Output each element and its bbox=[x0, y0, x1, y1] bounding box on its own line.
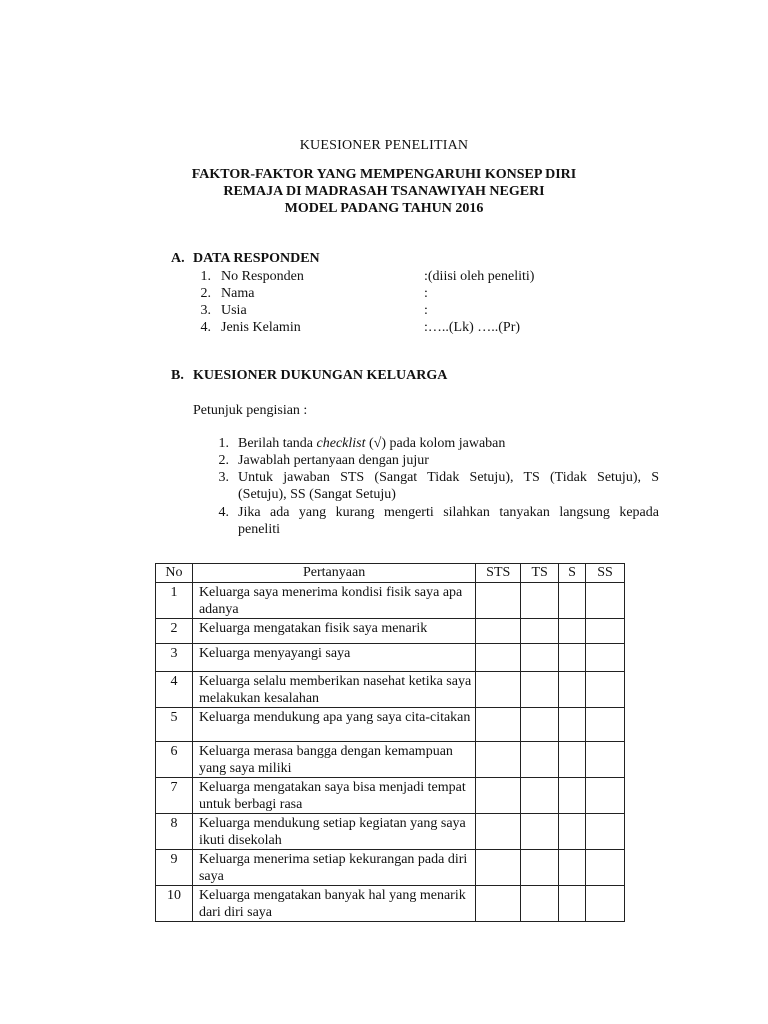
table-row bbox=[156, 814, 625, 850]
answer-cell-ts[interactable] bbox=[521, 644, 559, 672]
row-number: 5 bbox=[156, 708, 193, 742]
row-number: 9 bbox=[156, 850, 193, 886]
document-subtitle-line-2: REMAJA DI MADRASAH TSANAWIYAH NEGERI bbox=[223, 184, 545, 199]
instruction-number: 2. bbox=[218, 453, 229, 468]
section-b-title: KUESIONER DUKUNGAN KELUARGA bbox=[193, 368, 448, 383]
header-ts: TS bbox=[521, 564, 559, 583]
respondent-row-label: Nama bbox=[221, 286, 255, 301]
respondent-row-label: No Responden bbox=[221, 269, 304, 284]
instruction-text-line-1: Untuk jawaban STS (Sangat Tidak Setuju), TS (Tidak Setuju), S bbox=[238, 470, 659, 485]
answer-cell-ss[interactable] bbox=[586, 778, 625, 814]
document-subtitle-line-1: FAKTOR-FAKTOR YANG MEMPENGARUHI KONSEP DIRI bbox=[191, 167, 577, 182]
document-title: KUESIONER PENELITIAN bbox=[299, 138, 469, 153]
respondent-row-number: 2. bbox=[200, 286, 211, 301]
row-number: 7 bbox=[156, 778, 193, 814]
header-no: No bbox=[156, 564, 193, 583]
answer-cell-s[interactable] bbox=[559, 644, 586, 672]
answer-cell-sts[interactable] bbox=[476, 619, 521, 644]
answer-cell-s[interactable] bbox=[559, 619, 586, 644]
row-question: Keluarga mengatakan saya bisa menjadi tempat untuk berbagi rasa bbox=[192, 778, 475, 814]
answer-cell-ts[interactable] bbox=[521, 708, 559, 742]
answer-cell-sts[interactable] bbox=[476, 583, 521, 619]
instruction-text: Jawablah pertanyaan dengan jujur bbox=[238, 453, 429, 468]
table-row bbox=[156, 742, 625, 778]
questionnaire-table bbox=[155, 563, 625, 922]
table-row bbox=[156, 886, 625, 922]
row-question: Keluarga mengatakan banyak hal yang menarik dari diri saya bbox=[192, 886, 475, 922]
answer-cell-sts[interactable] bbox=[476, 814, 521, 850]
instruction-number: 1. bbox=[218, 436, 229, 451]
answer-cell-s[interactable] bbox=[559, 850, 586, 886]
table-row bbox=[156, 850, 625, 886]
instruction-text-line-2: peneliti bbox=[238, 522, 280, 537]
instructions-heading: Petunjuk pengisian : bbox=[193, 403, 308, 418]
row-number: 2 bbox=[156, 619, 193, 644]
row-question: Keluarga menerima setiap kekurangan pada diri saya bbox=[192, 850, 475, 886]
row-question: Keluarga mendukung apa yang saya cita-citakan bbox=[192, 708, 475, 742]
answer-cell-s[interactable] bbox=[559, 778, 586, 814]
section-a-letter: A. bbox=[171, 251, 185, 266]
header-ss: SS bbox=[586, 564, 625, 583]
answer-cell-s[interactable] bbox=[559, 672, 586, 708]
respondent-row-number: 4. bbox=[200, 320, 211, 335]
respondent-row-value: :(diisi oleh peneliti) bbox=[424, 269, 535, 284]
answer-cell-ss[interactable] bbox=[586, 583, 625, 619]
answer-cell-ss[interactable] bbox=[586, 886, 625, 922]
instruction-item bbox=[238, 435, 505, 452]
answer-cell-sts[interactable] bbox=[476, 778, 521, 814]
answer-cell-sts[interactable] bbox=[476, 644, 521, 672]
respondent-row-label: Jenis Kelamin bbox=[221, 320, 301, 335]
answer-cell-ss[interactable] bbox=[586, 742, 625, 778]
answer-cell-ts[interactable] bbox=[521, 619, 559, 644]
answer-cell-sts[interactable] bbox=[476, 742, 521, 778]
respondent-row-value: : bbox=[424, 286, 428, 301]
instruction-number: 3. bbox=[218, 470, 229, 485]
answer-cell-ts[interactable] bbox=[521, 583, 559, 619]
row-question: Keluarga menyayangi saya bbox=[192, 644, 475, 672]
answer-cell-ts[interactable] bbox=[521, 886, 559, 922]
instruction-number: 4. bbox=[218, 505, 229, 520]
respondent-row-value: : bbox=[424, 303, 428, 318]
respondent-row-number: 1. bbox=[200, 269, 211, 284]
table-row bbox=[156, 778, 625, 814]
section-b-letter: B. bbox=[171, 368, 184, 383]
answer-cell-sts[interactable] bbox=[476, 672, 521, 708]
answer-cell-ts[interactable] bbox=[521, 672, 559, 708]
table-row bbox=[156, 672, 625, 708]
answer-cell-s[interactable] bbox=[559, 814, 586, 850]
row-question: Keluarga saya menerima kondisi fisik saya apa adanya bbox=[192, 583, 475, 619]
answer-cell-ts[interactable] bbox=[521, 850, 559, 886]
row-question: Keluarga mengatakan fisik saya menarik bbox=[192, 619, 475, 644]
respondent-row-value: :…..(Lk) …..(Pr) bbox=[424, 320, 521, 335]
answer-cell-s[interactable] bbox=[559, 742, 586, 778]
section-a-title: DATA RESPONDEN bbox=[193, 251, 320, 266]
answer-cell-sts[interactable] bbox=[476, 708, 521, 742]
row-number: 8 bbox=[156, 814, 193, 850]
answer-cell-s[interactable] bbox=[559, 583, 586, 619]
row-number: 4 bbox=[156, 672, 193, 708]
header-question: Pertanyaan bbox=[192, 564, 475, 583]
row-number: 1 bbox=[156, 583, 193, 619]
instruction-text-line-2: (Setuju), SS (Sangat Setuju) bbox=[238, 487, 396, 502]
respondent-row-label: Usia bbox=[221, 303, 247, 318]
instruction-text-after: (√) pada kolom jawaban bbox=[365, 436, 506, 451]
table-row bbox=[156, 583, 625, 619]
row-question: Keluarga selalu memberikan nasehat ketika saya melakukan kesalahan bbox=[192, 672, 475, 708]
table-row bbox=[156, 644, 625, 672]
answer-cell-ss[interactable] bbox=[586, 644, 625, 672]
answer-cell-ts[interactable] bbox=[521, 814, 559, 850]
table-row bbox=[156, 708, 625, 742]
header-s: S bbox=[559, 564, 586, 583]
header-sts: STS bbox=[476, 564, 521, 583]
answer-cell-ss[interactable] bbox=[586, 850, 625, 886]
answer-cell-ss[interactable] bbox=[586, 708, 625, 742]
instruction-text-before: Berilah tanda bbox=[238, 436, 317, 451]
answer-cell-s[interactable] bbox=[559, 886, 586, 922]
answer-cell-sts[interactable] bbox=[476, 850, 521, 886]
row-number: 3 bbox=[156, 644, 193, 672]
respondent-row-number: 3. bbox=[200, 303, 211, 318]
answer-cell-s[interactable] bbox=[559, 708, 586, 742]
table-row bbox=[156, 619, 625, 644]
answer-cell-ss[interactable] bbox=[586, 814, 625, 850]
document-subtitle-line-3: MODEL PADANG TAHUN 2016 bbox=[284, 201, 484, 216]
answer-cell-ts[interactable] bbox=[521, 742, 559, 778]
answer-cell-sts[interactable] bbox=[476, 886, 521, 922]
answer-cell-ts[interactable] bbox=[521, 778, 559, 814]
answer-cell-ss[interactable] bbox=[586, 619, 625, 644]
answer-cell-ss[interactable] bbox=[586, 672, 625, 708]
table-header-row bbox=[156, 564, 625, 583]
row-number: 6 bbox=[156, 742, 193, 778]
instruction-text-italic: checklist bbox=[316, 436, 366, 451]
row-number: 10 bbox=[156, 886, 193, 922]
row-question: Keluarga mendukung setiap kegiatan yang saya ikuti disekolah bbox=[192, 814, 475, 850]
instruction-text-line-1: Jika ada yang kurang mengerti silahkan tanyakan langsung kepada bbox=[238, 505, 659, 520]
row-question: Keluarga merasa bangga dengan kemampuan yang saya miliki bbox=[192, 742, 475, 778]
